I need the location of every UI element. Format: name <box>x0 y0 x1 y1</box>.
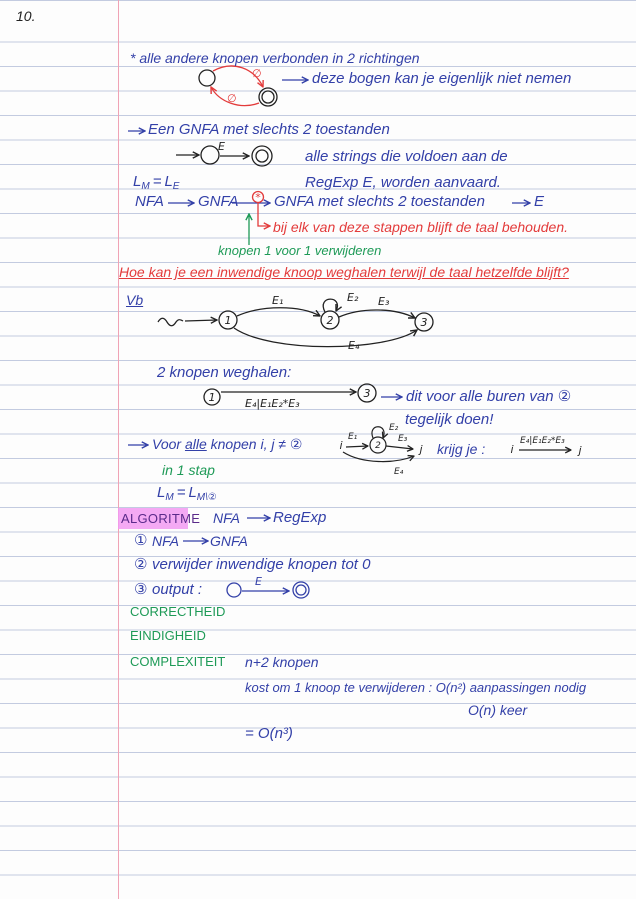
note-line: tegelijk doen! <box>405 411 494 428</box>
node-i: i <box>339 439 343 452</box>
tilde <box>158 318 183 326</box>
step-from: NFA <box>152 533 179 549</box>
edge-label: E <box>218 140 225 153</box>
page-number: 10. <box>16 8 36 24</box>
output-edge-label: E <box>255 575 262 588</box>
edge-label-e1: E₁ <box>272 294 284 307</box>
output-start-state <box>227 583 241 597</box>
result-edge-label: E₄|E₁E₂*E₃ <box>520 436 565 446</box>
diagram-bidirectional <box>199 66 308 106</box>
algorithm-title: ALGORITME <box>121 511 201 526</box>
state-circle <box>199 70 215 86</box>
note-line: 2 knopen weghalen: <box>157 364 292 381</box>
edge-label-e2: E₂ <box>347 291 359 304</box>
equals: = <box>176 484 186 501</box>
edge-label-e2: E₂ <box>389 423 399 433</box>
output-accept-inner <box>296 585 306 595</box>
note-line: alle strings die voldoen aan de <box>305 148 508 165</box>
diagram-removed <box>204 384 402 410</box>
pipeline-gnfa: GNFA <box>198 193 239 210</box>
node-count: n+2 knopen <box>245 654 319 670</box>
red-elbow-arrow <box>258 203 270 226</box>
node-3-label: 3 <box>363 387 371 400</box>
node-1-label: 1 <box>224 314 232 327</box>
diagram-two-state-gnfa <box>176 140 272 166</box>
accept-state-inner <box>256 150 268 162</box>
preserve-note: bij elk van deze stappen blijft de taal behouden. <box>273 219 568 235</box>
node-j: j <box>419 443 423 456</box>
diagram-example <box>158 291 433 352</box>
general-alle: alle <box>184 436 207 452</box>
question: Hoe kan je een inwendige knoop weghalen terwijl de taal hetzelfde blijft? <box>119 264 569 280</box>
start-arrow <box>185 320 217 321</box>
edge-label-top: ∅ <box>252 67 262 80</box>
step-number: ② <box>134 556 148 573</box>
edge-label-e3: E₃ <box>398 434 408 444</box>
algorithm-to: RegExp <box>273 509 327 526</box>
self-loop-2 <box>372 427 384 438</box>
note-line: dit voor alle buren van ② <box>406 388 572 405</box>
correctness-label: CORRECTHEID <box>130 604 226 619</box>
note-line: krijg je : <box>437 441 486 457</box>
algorithm-from: NFA <box>213 510 240 526</box>
in-one-step: in 1 stap <box>162 462 215 478</box>
edge-1-3 <box>234 328 417 347</box>
general-pre: Voor <box>152 436 185 452</box>
node-3-label: 3 <box>420 316 428 329</box>
repeat-count: O(n) keer <box>468 702 528 718</box>
example-label: Vb <box>126 292 144 308</box>
step-to: GNFA <box>210 533 248 549</box>
lhs: L <box>157 484 166 501</box>
total-complexity: = O(n³) <box>245 725 293 742</box>
start-state <box>201 146 219 164</box>
note-line: deze bogen kan je eigenlijk niet nemen <box>312 70 572 87</box>
rhs: L <box>188 484 197 501</box>
edge-2-3 <box>339 310 415 318</box>
general-post: knopen i, j ≠ ② <box>206 436 303 452</box>
note-line: RegExp E, worden aanvaard. <box>305 174 501 191</box>
node-1-label: 1 <box>208 391 216 404</box>
equals: = <box>152 173 162 190</box>
complexity-label: COMPLEXITEIT <box>130 654 226 669</box>
edge-label-e4: E₄ <box>394 467 404 477</box>
step-text: verwijder inwendige knopen tot 0 <box>152 556 371 573</box>
termination-label: EINDIGHEID <box>130 628 206 643</box>
lhs-sub: M <box>141 181 150 192</box>
rhs: L <box>164 173 173 190</box>
edge-label-e1: E₁ <box>348 432 358 442</box>
pipeline-gnfa-two-states: GNFA met slechts 2 toestanden <box>274 193 485 210</box>
star-marker: * <box>255 191 261 204</box>
result-node-j: j <box>578 444 582 457</box>
edge-label-e3: E₃ <box>378 295 390 308</box>
accept-state-outer <box>252 146 272 166</box>
self-loop-2 <box>323 299 337 312</box>
note-line: * alle andere knopen verbonden in 2 richtingen <box>130 50 420 66</box>
general-case <box>152 436 302 452</box>
pipeline-nfa: NFA <box>135 193 164 210</box>
combined-edge-label: E₄|E₁E₂*E₃ <box>245 397 300 410</box>
edge-label-e4: E₄ <box>348 339 360 352</box>
lhs: L <box>133 173 142 190</box>
edge-label-bottom: ∅ <box>227 92 237 105</box>
section-heading: Een GNFA met slechts 2 toestanden <box>148 121 390 138</box>
rhs-sub: E <box>172 181 180 192</box>
step-text: output : <box>152 581 203 598</box>
step-number: ① <box>134 532 148 549</box>
cost-per-node: kost om 1 knoop te verwijderen : O(n²) aanpassingen nodig <box>245 680 587 695</box>
edge-2-j <box>386 446 413 449</box>
edge-1-2 <box>237 308 320 316</box>
lhs-sub: M <box>165 492 174 503</box>
pipeline-result: E <box>534 193 545 210</box>
step-number: ③ <box>134 581 148 598</box>
rhs-sub: M\② <box>196 492 217 503</box>
edge-i-2 <box>346 446 368 447</box>
accept-state-inner <box>262 91 274 103</box>
node-2-label: 2 <box>375 441 381 451</box>
result-node-i: i <box>510 443 514 456</box>
language-equation <box>157 485 217 501</box>
remove-note: knopen 1 voor 1 verwijderen <box>218 243 382 258</box>
language-equation <box>133 174 179 190</box>
node-2-label: 2 <box>326 314 334 327</box>
